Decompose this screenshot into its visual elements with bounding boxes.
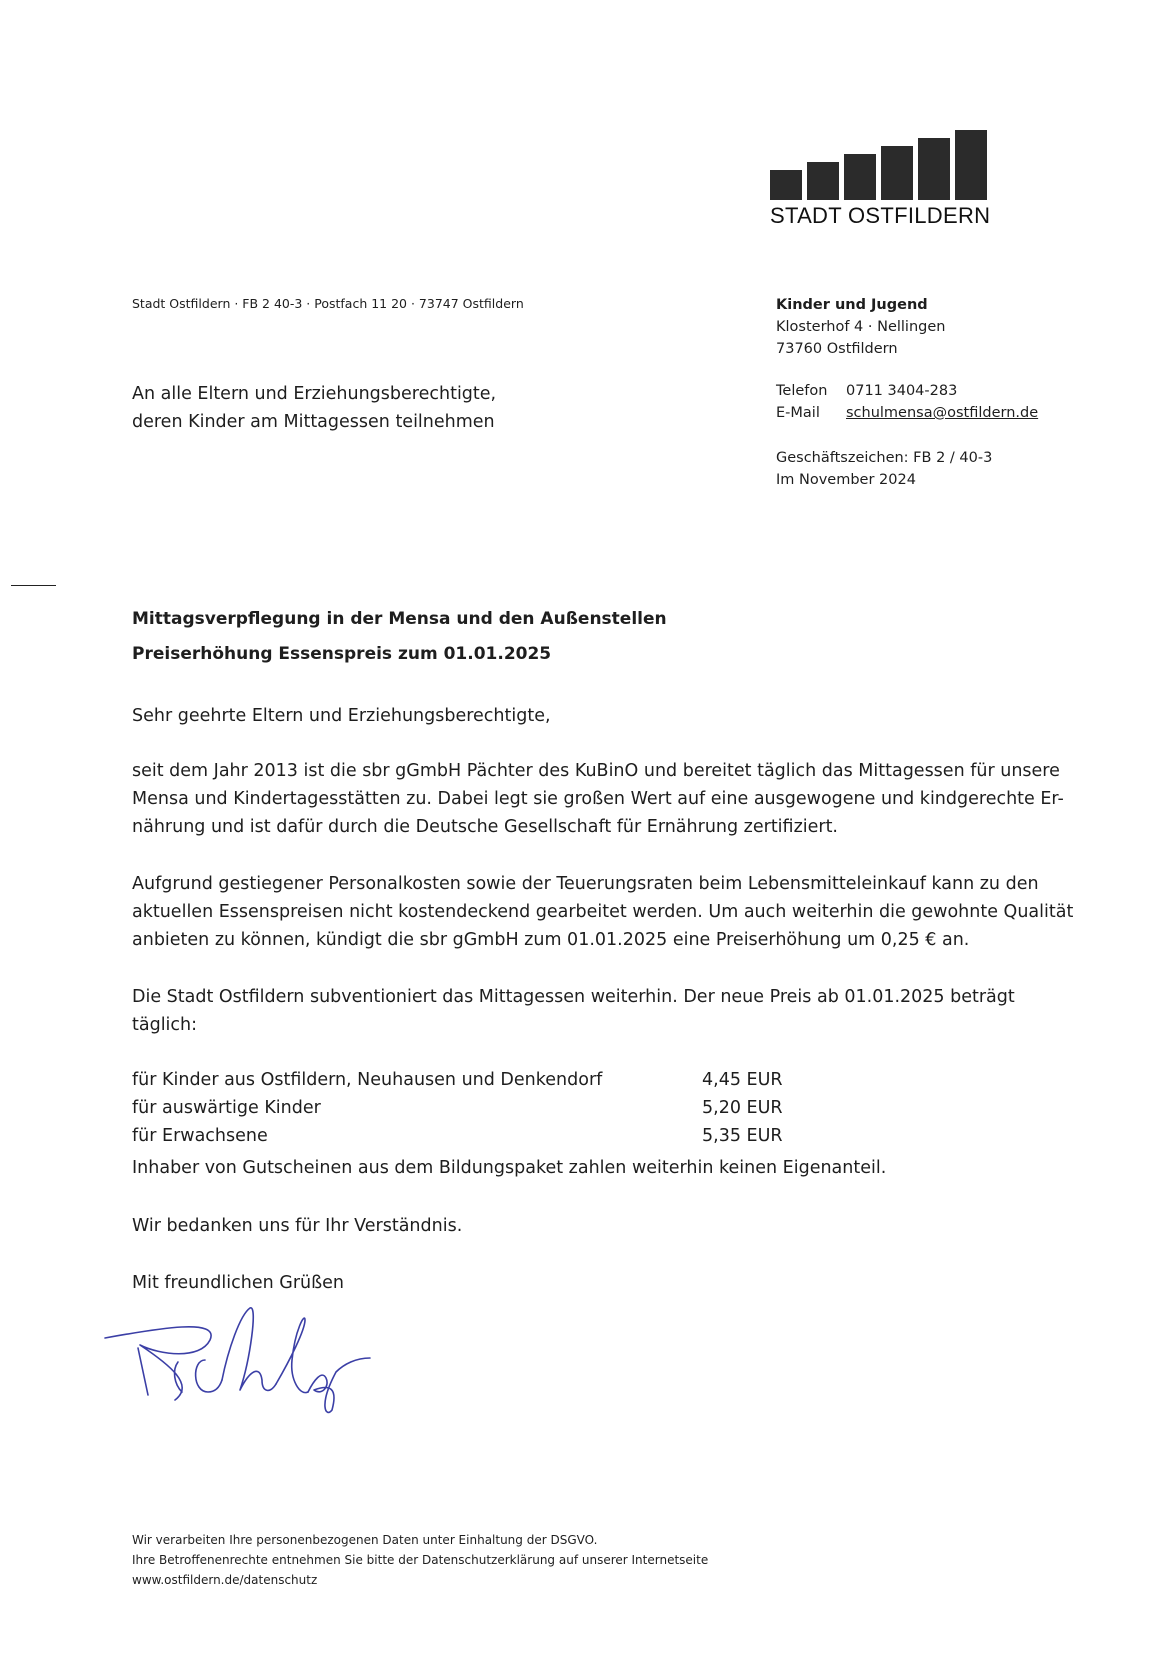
- paragraph-line: nährung und ist dafür durch die Deutsche Gesellschaft für Ernährung zertifiziert.: [132, 817, 838, 837]
- price-value: 4,45 EUR: [702, 1070, 783, 1090]
- logo-bars-graphic: [770, 130, 996, 200]
- salutation: Sehr geehrte Eltern und Erziehungsberechtigte,: [132, 706, 551, 726]
- footer-line-1: Wir verarbeiten Ihre personenbezogenen Daten unter Einhaltung der DSGVO.: [132, 1533, 598, 1547]
- recipient-block: [132, 380, 496, 436]
- price-value: 5,35 EUR: [702, 1126, 783, 1146]
- recipient-line-1: An alle Eltern und Erziehungsberechtigte,: [132, 384, 497, 404]
- price-label: für auswärtige Kinder: [132, 1098, 321, 1118]
- sender-department: Kinder und Jugend: [776, 297, 928, 313]
- paragraph-line: Aufgrund gestiegener Personalkosten sowie der Teuerungsraten beim Lebensmitteleinkauf kann zu den: [132, 874, 1039, 894]
- price-row: [132, 1126, 832, 1154]
- paragraph-3: [132, 983, 1092, 1039]
- subject-line-1: Mittagsverpflegung in der Mensa und den Außenstellen: [132, 609, 667, 629]
- logo-text: STADT OSTFILDERN: [770, 203, 991, 228]
- sender-street: Klosterhof 4 · Nellingen: [776, 319, 946, 335]
- subject-line-2: Preiserhöhung Essenspreis zum 01.01.2025: [132, 644, 552, 664]
- letter-date: Im November 2024: [776, 472, 916, 488]
- subject-block: [132, 602, 667, 672]
- handwritten-signature: [100, 1300, 380, 1420]
- reference-block: [776, 447, 992, 491]
- sender-city: 73760 Ostfildern: [776, 341, 898, 357]
- paragraph-1: [132, 757, 1092, 841]
- recipient-line-2: deren Kinder am Mittagessen teilnehmen: [132, 412, 495, 432]
- paragraph-2: [132, 870, 1092, 954]
- paragraph-line: Mensa und Kindertagesstätten zu. Dabei legt sie großen Wert auf eine ausgewogene und kindgerechte Er-: [132, 789, 1064, 809]
- phone-number: 0711 3404-283: [846, 383, 958, 399]
- email-label: E-Mail: [776, 405, 820, 421]
- privacy-footer: [132, 1530, 708, 1590]
- return-address: Stadt Ostfildern · FB 2 40-3 · Postfach 11 20 · 73747 Ostfildern: [132, 296, 524, 311]
- price-value: 5,20 EUR: [702, 1098, 783, 1118]
- paragraph-line: seit dem Jahr 2013 ist die sbr gGmbH Pächter des KuBinO und bereitet täglich das Mittagessen für unsere: [132, 761, 1060, 781]
- sender-block: [776, 294, 945, 360]
- price-label: für Kinder aus Ostfildern, Neuhausen und Denkendorf: [132, 1070, 603, 1090]
- signature-strokes: [100, 1300, 380, 1420]
- footer-privacy-link[interactable]: www.ostfildern.de/datenschutz: [132, 1573, 318, 1587]
- paragraph-line: täglich:: [132, 1015, 198, 1035]
- paragraph-line: aktuellen Essenspreisen nicht kostendeckend gearbeitet werden. Um auch weiterhin die gewohnte Qualität: [132, 902, 1074, 922]
- price-row: [132, 1070, 832, 1098]
- closing-line: Mit freundlichen Grüßen: [132, 1273, 344, 1293]
- footer-line-2: Ihre Betroffenenrechte entnehmen Sie bitte der Datenschutzerklärung auf unserer Internetseite: [132, 1553, 709, 1567]
- price-row: [132, 1098, 832, 1126]
- fold-mark: [11, 585, 56, 586]
- voucher-note: Inhaber von Gutscheinen aus dem Bildungspaket zahlen weiterhin keinen Eigenanteil.: [132, 1158, 887, 1178]
- city-logo: [770, 130, 996, 230]
- reference-number: Geschäftszeichen: FB 2 / 40-3: [776, 450, 993, 466]
- paragraph-line: anbieten zu können, kündigt die sbr gGmbH zum 01.01.2025 eine Preiserhöhung um 0,25 € an.: [132, 930, 970, 950]
- paragraph-line: Die Stadt Ostfildern subventioniert das Mittagessen weiterhin. Der neue Preis ab 01.01.2025 beträgt: [132, 987, 1015, 1007]
- price-label: für Erwachsene: [132, 1126, 268, 1146]
- email-link[interactable]: schulmensa@ostfildern.de: [846, 405, 1039, 421]
- phone-label: Telefon: [776, 383, 828, 399]
- contact-block: [776, 380, 1038, 424]
- thanks-line: Wir bedanken uns für Ihr Verständnis.: [132, 1216, 463, 1236]
